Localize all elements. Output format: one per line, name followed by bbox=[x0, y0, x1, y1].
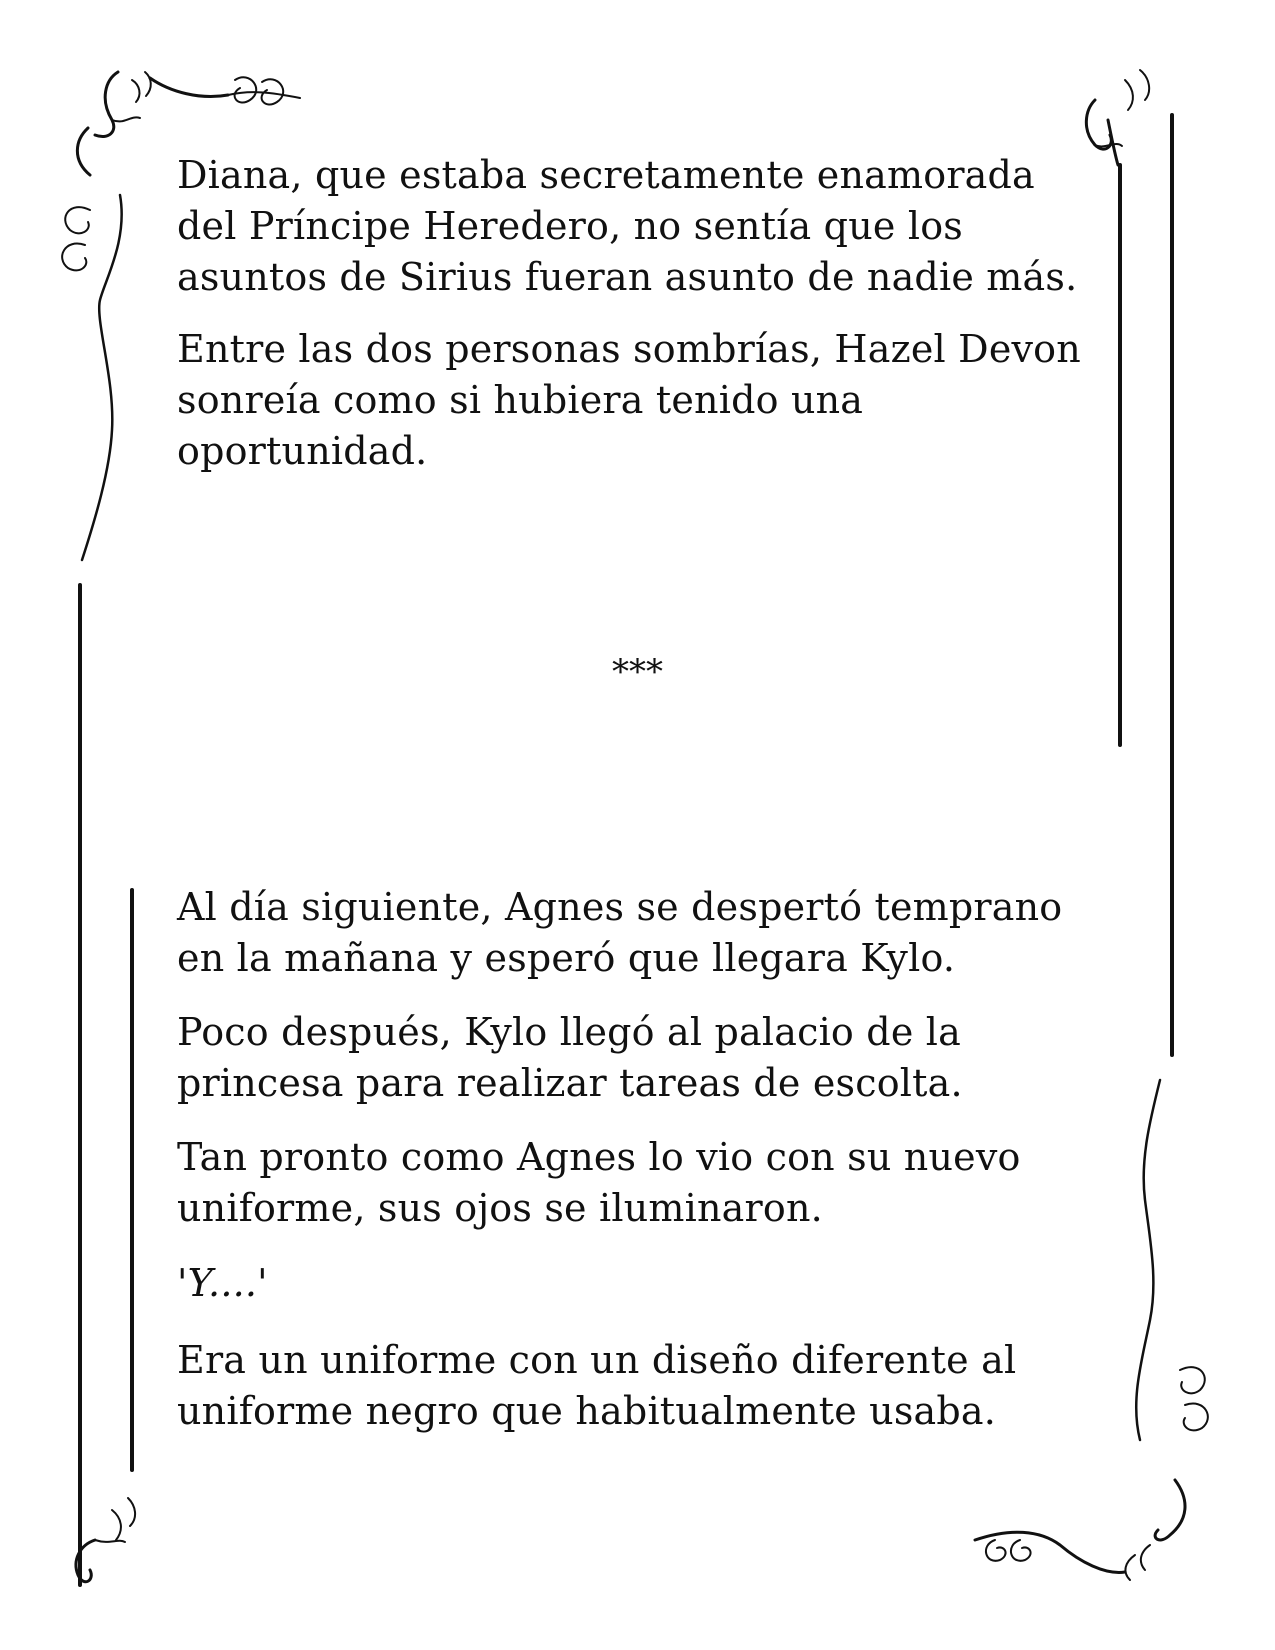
paragraph-2: Entre las dos personas sombrías, Hazel Devon sonreía como si hubiera tenido una oportunidad. bbox=[177, 327, 1081, 473]
paragraph-1: Diana, que estaba secretamente enamorada del Príncipe Heredero, no sentía que los asuntos de Sirius fueran asunto de nadie más. bbox=[177, 153, 1078, 299]
paragraph-3: Al día siguiente, Agnes se despertó temprano en la mañana y esperó que llegara Kylo. bbox=[177, 885, 1063, 980]
paragraph-4: Poco después, Kylo llegó al palacio de la princesa para realizar tareas de escolta. bbox=[177, 1010, 963, 1105]
scene-separator: *** bbox=[612, 652, 663, 692]
paragraph-5: Tan pronto como Agnes lo vio con su nuevo uniforme, sus ojos se iluminaron. bbox=[177, 1135, 1021, 1230]
paragraph-6-thought: 'Y....' bbox=[177, 1261, 268, 1305]
bottom-left-flourish-icon bbox=[76, 1498, 135, 1582]
top-left-flourish-icon bbox=[62, 72, 300, 560]
paragraph-7: Era un uniforme con un diseño diferente al uniforme negro que habitualmente usaba. bbox=[177, 1338, 1017, 1433]
